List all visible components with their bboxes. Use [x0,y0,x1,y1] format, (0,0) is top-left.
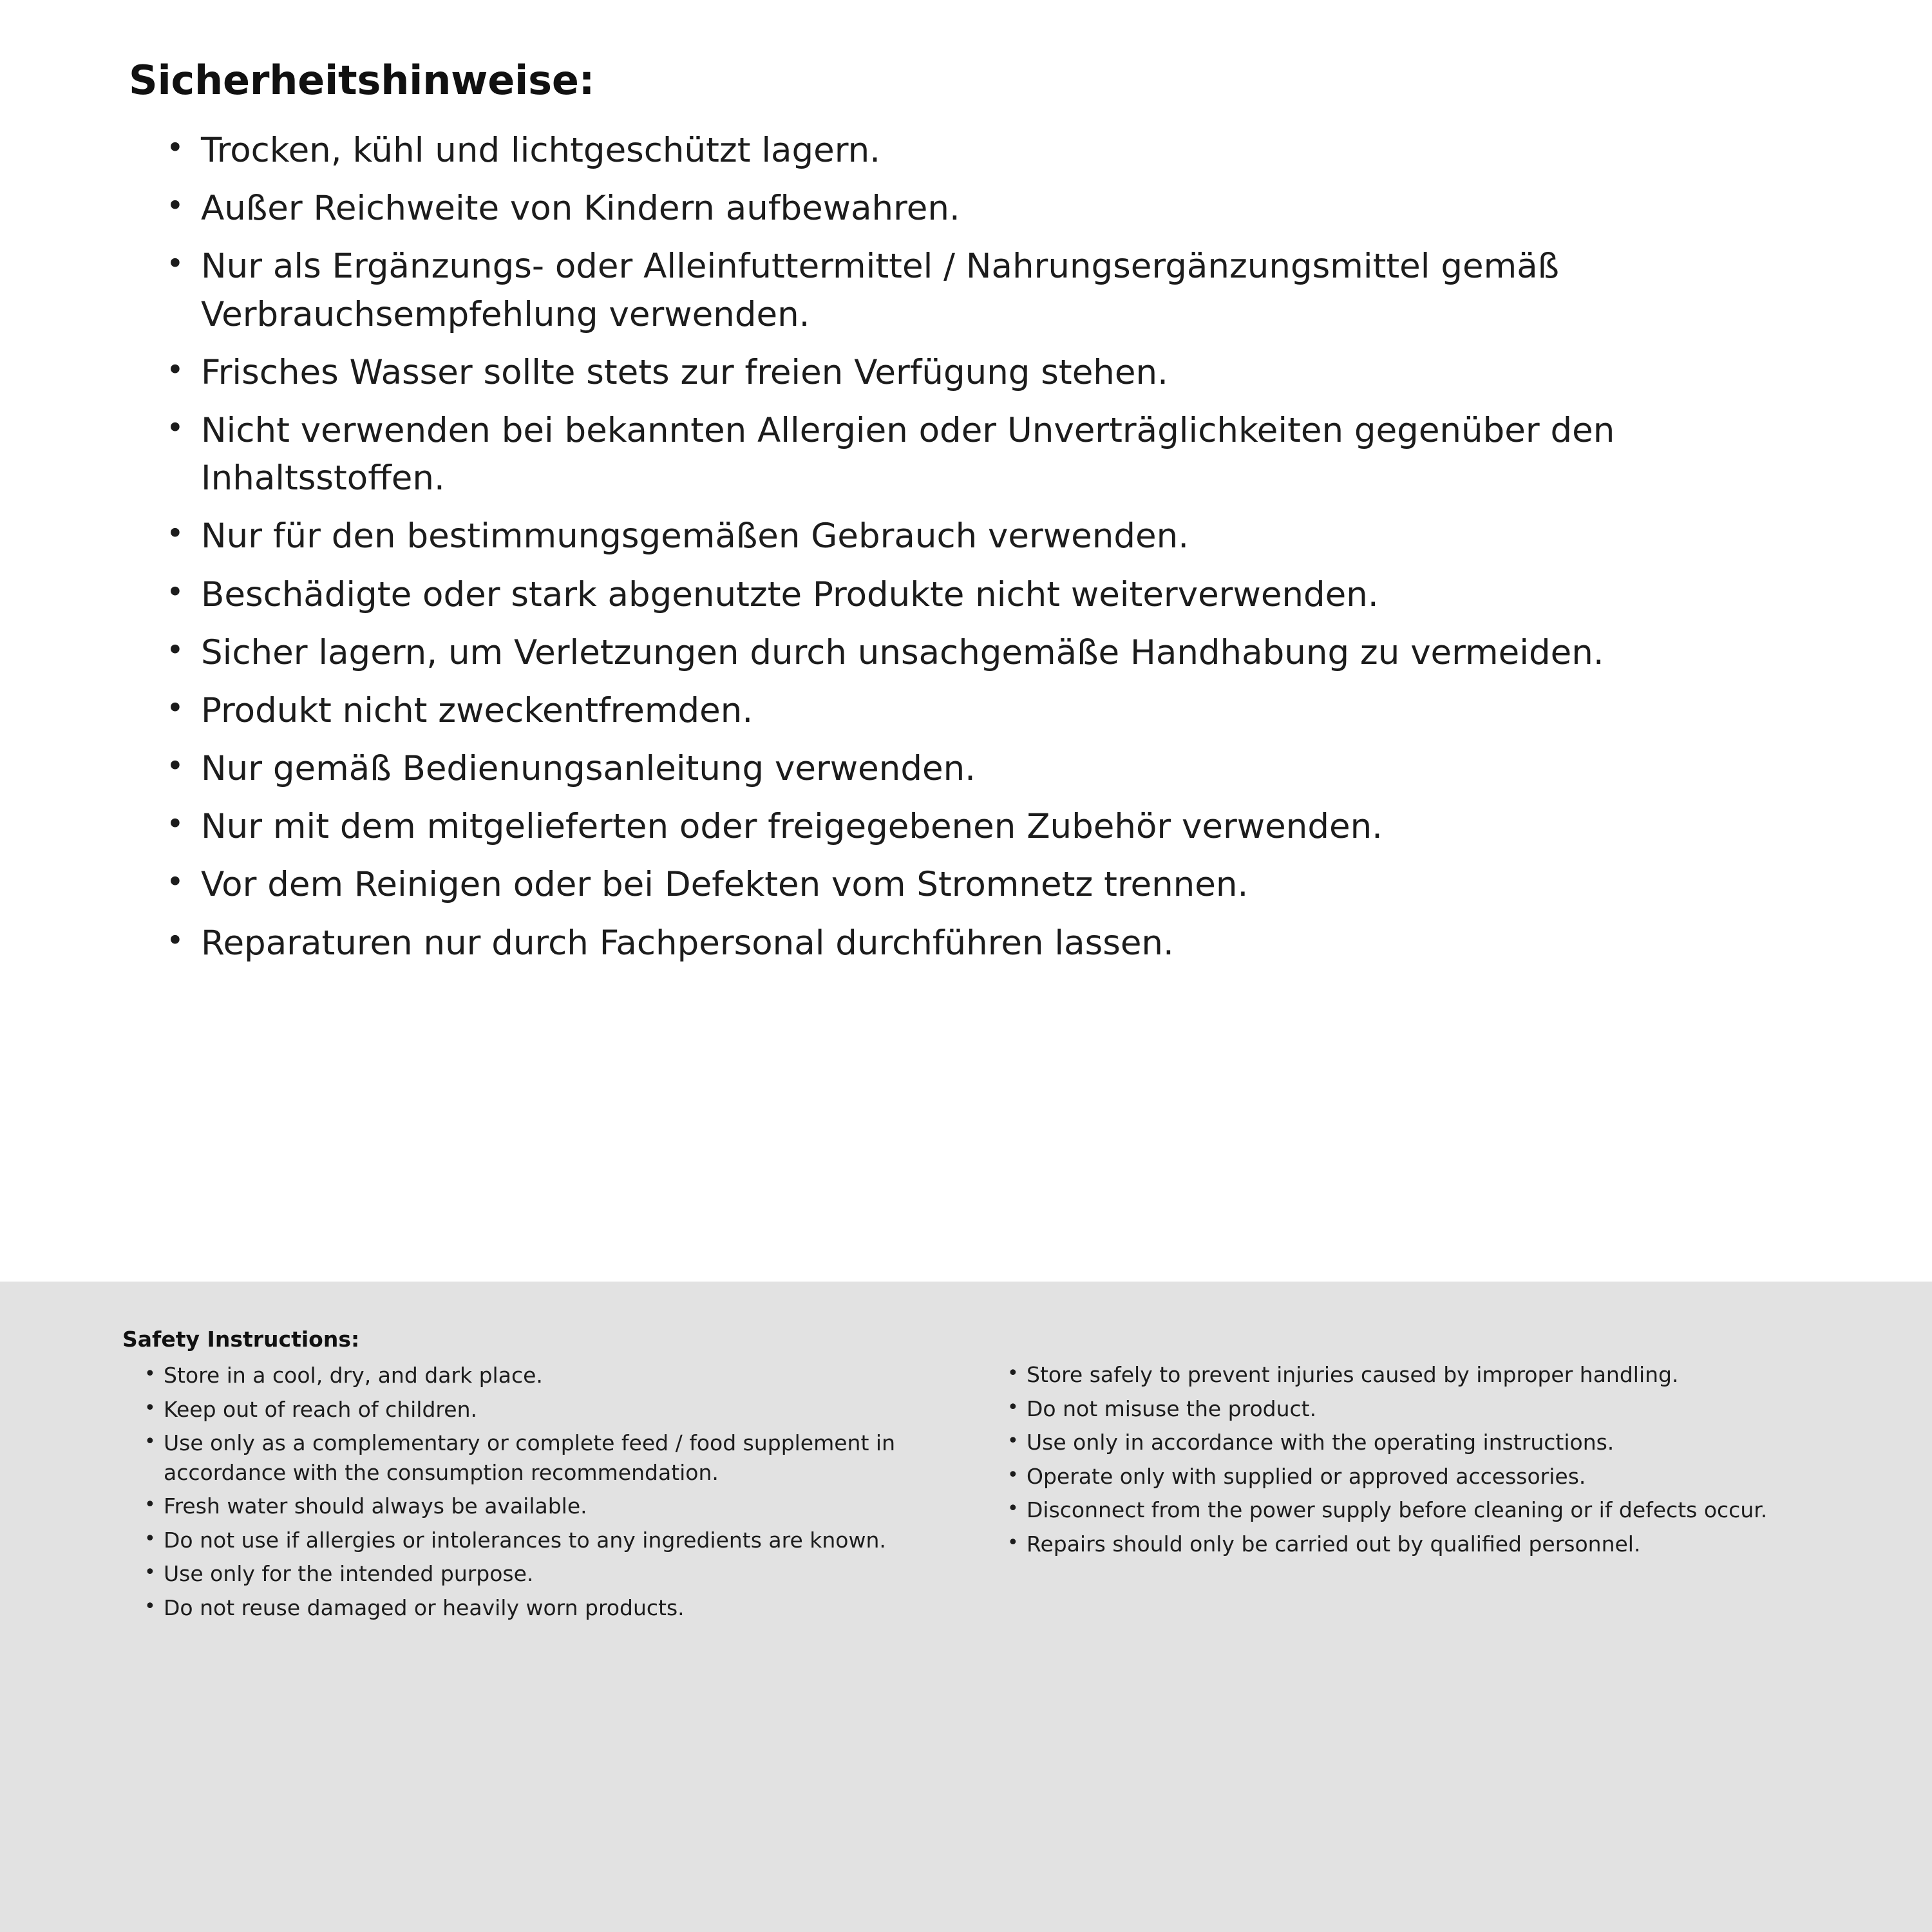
bullet-icon: • [166,130,184,166]
bullet-icon: • [166,516,184,552]
german-section-title: Sicherheitshinweise: [129,57,595,104]
list-item [161,745,1797,793]
bullet-icon: • [144,1396,156,1419]
list-item [142,1526,947,1555]
bullet-icon: • [144,1527,156,1550]
bullet-icon: • [1007,1531,1019,1554]
list-item-text: Beschädigte oder stark abgenutzte Produkte nicht weiterverwenden. [201,574,1379,614]
list-item [161,127,1797,175]
bullet-icon: • [166,748,184,784]
list-item-text: Do not use if allergies or intolerances to any ingredients are known. [164,1527,886,1553]
list-item [161,920,1797,967]
list-item-text: Use only in accordance with the operating instructions. [1027,1430,1615,1455]
english-columns [122,1327,1855,1627]
list-item [161,571,1797,619]
bullet-icon: • [166,864,184,900]
list-item-text: Use only as a complementary or complete feed / food supplement in accordance with the consumption recommendation. [164,1430,895,1485]
english-safety-section [0,1282,1932,1932]
bullet-icon: • [166,806,184,842]
list-item [1005,1394,1829,1424]
english-section-title: Safety Instructions: [122,1327,360,1352]
bullet-icon: • [166,574,184,610]
english-column-left [122,1327,947,1627]
list-item [161,513,1797,560]
list-item-text: Use only for the intended purpose. [164,1561,534,1587]
list-item [161,243,1797,338]
list-item [1005,1530,1829,1559]
list-item-text: Nur als Ergänzungs- oder Alleinfuttermittel / Nahrungsergänzungsmittel gemäß Verbrauchsempfehlung verwenden. [201,247,1560,334]
list-item-text: Store safely to prevent injuries caused by improper handling. [1027,1362,1679,1387]
list-item [1005,1360,1829,1390]
list-item-text: Fresh water should always be available. [164,1493,587,1519]
list-item-text: Trocken, kühl und lichtgeschützt lagern. [201,131,881,170]
bullet-icon: • [144,1493,156,1517]
list-item [142,1428,947,1487]
bullet-icon: • [1007,1497,1019,1520]
list-item-text: Nur gemäß Bedienungsanleitung verwenden. [201,749,976,789]
list-item [142,1492,947,1521]
bullet-icon: • [1007,1362,1019,1385]
bullet-icon: • [166,922,184,958]
list-item [1005,1462,1829,1492]
bullet-icon: • [166,690,184,726]
english-safety-list-left [122,1361,947,1622]
list-item-text: Frisches Wasser sollte stets zur freien Verfügung stehen. [201,352,1168,392]
bullet-icon: • [166,410,184,446]
list-item [142,1361,947,1390]
list-item-text: Nicht verwenden bei bekannten Allergien oder Unverträglichkeiten gegenüber den Inhaltsstoffen. [201,410,1615,498]
list-item-text: Reparaturen nur durch Fachpersonal durchführen lassen. [201,923,1174,963]
list-item-text: Sicher lagern, um Verletzungen durch unsachgemäße Handhabung zu vermeiden. [201,632,1604,672]
bullet-icon: • [1007,1430,1019,1453]
bullet-icon: • [166,246,184,282]
list-item-text: Nur mit dem mitgelieferten oder freigegebenen Zubehör verwenden. [201,807,1383,847]
bullet-icon: • [144,1430,156,1454]
list-item [142,1395,947,1425]
list-item [161,629,1797,677]
english-safety-list-right [1005,1360,1829,1558]
list-item [161,349,1797,397]
list-item-text: Nur für den bestimmungsgemäßen Gebrauch verwenden. [201,516,1189,556]
bullet-icon: • [144,1561,156,1584]
list-item-text: Do not misuse the product. [1027,1396,1317,1421]
bullet-icon: • [166,188,184,224]
bullet-icon: • [1007,1463,1019,1486]
english-column-right [1005,1327,1829,1563]
list-item-text: Produkt nicht zweckentfremden. [201,690,753,730]
list-item-text: Repairs should only be carried out by qualified personnel. [1027,1531,1641,1557]
list-item [142,1593,947,1623]
bullet-icon: • [144,1595,156,1618]
list-item-text: Do not reuse damaged or heavily worn products. [164,1595,685,1620]
list-item [161,185,1797,232]
list-item [142,1559,947,1589]
bullet-icon: • [166,352,184,388]
list-item [161,687,1797,735]
bullet-icon: • [166,632,184,668]
bullet-icon: • [144,1363,156,1385]
list-item [161,407,1797,502]
list-item-text: Keep out of reach of children. [164,1396,477,1422]
list-item [161,803,1797,851]
list-item-text: Operate only with supplied or approved accessories. [1027,1463,1586,1489]
list-item-text: Disconnect from the power supply before cleaning or if defects occur. [1027,1497,1768,1523]
list-item [1005,1495,1829,1525]
german-safety-list [0,127,1932,967]
bullet-icon: • [1007,1396,1019,1419]
list-item-text: Store in a cool, dry, and dark place. [164,1363,543,1388]
list-item-text: Vor dem Reinigen oder bei Defekten vom Stromnetz trennen. [201,865,1249,905]
list-item-text: Außer Reichweite von Kindern aufbewahren. [201,189,960,229]
list-item [161,861,1797,909]
list-item [1005,1428,1829,1457]
